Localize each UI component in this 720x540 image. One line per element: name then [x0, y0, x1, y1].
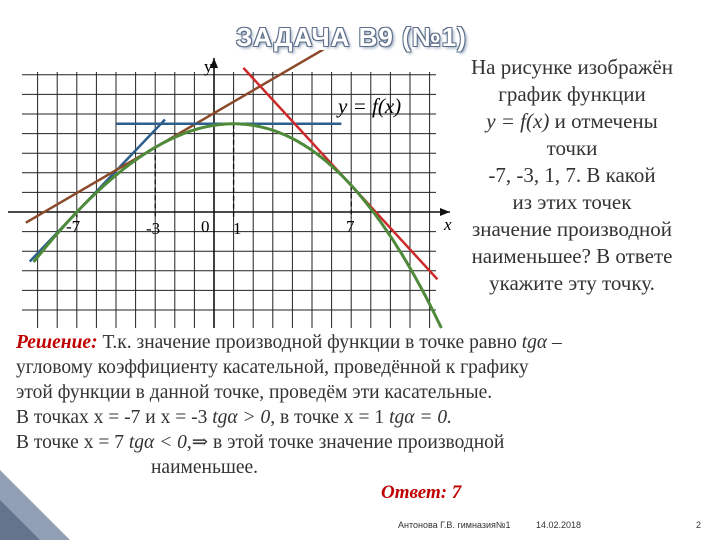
problem-line: -7, -3, 1, 7. В какой — [488, 163, 656, 187]
tick-label-minus7: -7 — [66, 217, 81, 236]
footer-date: 14.02.2018 — [536, 520, 582, 530]
tg-negative: tgα < 0 — [128, 432, 187, 453]
problem-line: наименьшее? В ответе — [471, 244, 673, 268]
answer: Ответ: 7 — [381, 482, 462, 503]
solution-text-part: ,⇒ в этой точке значение производной — [186, 432, 505, 453]
solution-text-part: В точках х = -7 и х = -3 — [16, 407, 213, 428]
footer-author: Антонова Г.В. гимназия№1 — [398, 520, 511, 530]
solution-line: наименьшее. — [151, 457, 259, 478]
tick-label-0: 0 — [201, 217, 210, 236]
solution-line: угловому коэффициенту касательной, проведённой к графику — [16, 357, 529, 378]
solution-text — [16, 330, 706, 480]
x-axis-label: x — [444, 215, 452, 234]
problem-text: и отмечены — [549, 109, 658, 133]
problem-line: значение производной — [471, 217, 673, 241]
tick-label-minus3: -3 — [146, 219, 161, 238]
problem-statement — [452, 54, 692, 297]
problem-line — [452, 108, 692, 135]
solution-text-part: – — [547, 332, 562, 353]
problem-line: укажите эту точку. — [489, 271, 655, 295]
solution-line — [16, 405, 706, 430]
tick-label-1: 1 — [233, 219, 242, 238]
problem-line: график функции — [498, 82, 646, 106]
solution-line: этой функции в данной точке, проведём эти касательные. — [16, 382, 493, 403]
function-graph — [0, 50, 455, 350]
function-label: y = f(x) — [338, 94, 402, 118]
solution-line — [16, 430, 706, 455]
function-formula: y = f(x) — [486, 109, 550, 133]
solution-text-part: , в точке х = 1 — [270, 407, 390, 428]
tangent-lines — [26, 50, 438, 279]
solution-line — [16, 330, 706, 355]
solution-label: Решение: — [16, 332, 98, 353]
solution-text-part: В точке х = 7 — [16, 432, 129, 453]
problem-line: точки — [546, 136, 598, 160]
slide-title: ЗАДАЧА B9 (№1) — [236, 22, 467, 52]
problem-line: На рисунке изображён — [471, 55, 673, 79]
solution-text-part: Т.к. значение производной функции в точке равно — [97, 332, 522, 353]
tg-positive: tgα > 0 — [212, 407, 271, 428]
y-axis-label: y — [204, 57, 213, 76]
tg-alpha: tgα — [521, 332, 548, 353]
tg-zero: tgα = 0. — [389, 407, 452, 428]
tick-label-7: 7 — [346, 217, 355, 236]
problem-line: из этих точек — [512, 190, 632, 214]
page-number: 2 — [696, 520, 702, 530]
